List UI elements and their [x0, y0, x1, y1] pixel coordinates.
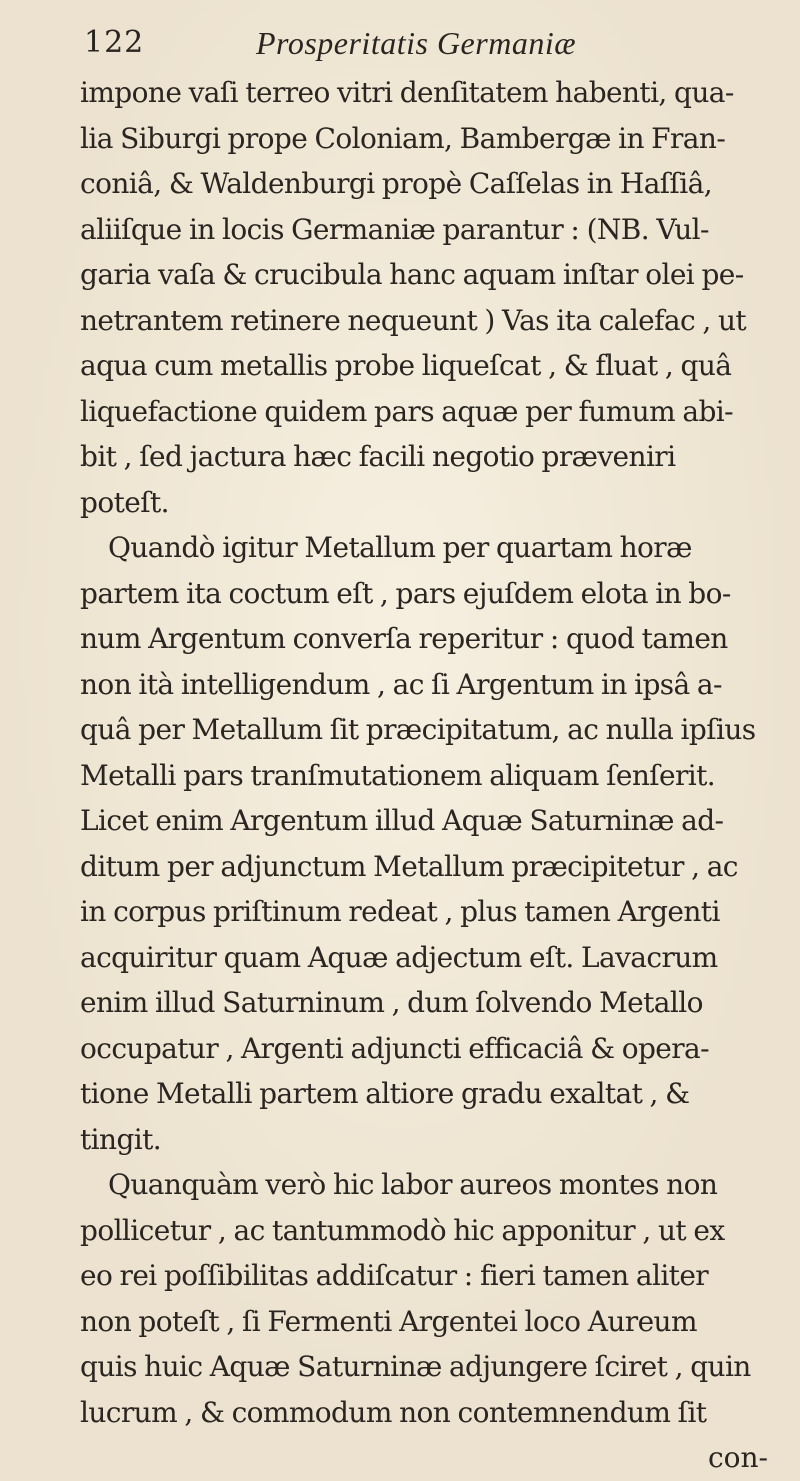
running-title: Prosperitatis Germaniæ: [256, 25, 577, 61]
page-header: [84, 18, 724, 68]
body-text: [80, 70, 770, 1481]
text-line: aliiſque in locis Germaniæ parantur : (NB. Vul-: [80, 212, 709, 246]
page-number: 122: [84, 25, 145, 60]
text-line: netrantem retinere nequeunt ) Vas ita calefac , ut: [80, 303, 747, 337]
text-line: Metalli pars tranſmutationem aliquam ſenſerit.: [80, 758, 716, 792]
text-line: quâ per Metallum ſit præcipitatum, ac nulla ipſius: [80, 713, 756, 746]
text-line: garia vaſa & crucibula hanc aquam inſtar olei pe-: [80, 258, 744, 291]
text-line: coniâ, & Waldenburgi propè Caſſelas in Haſſiâ,: [80, 167, 713, 200]
text-line: quis huic Aquæ Saturninæ adjungere ſciret , quin: [80, 1350, 751, 1383]
text-line: poteſt.: [80, 485, 169, 519]
text-line: impone vaſi terreo vitri denſitatem habenti, qua-: [80, 76, 734, 109]
text-line: eo rei poſſibilitas addiſcatur : fieri tamen aliter: [80, 1259, 709, 1292]
text-line: non ità intelligendum , ac ſi Argentum in ipsâ a-: [80, 667, 722, 701]
catchword: con-: [707, 1441, 768, 1474]
text-line: ditum per adjunctum Metallum præcipitetur , ac: [80, 849, 738, 883]
text-line: occupatur , Argenti adjuncti efficaciâ & opera-: [80, 1031, 710, 1065]
text-line: partem ita coctum eſt , pars ejuſdem elota in bo-: [80, 576, 731, 610]
text-line: pollicetur , ac tantummodò hic apponitur , ut ex: [80, 1213, 725, 1247]
paragraph-start-line: Quanquàm verò hic labor aureos montes non: [108, 1168, 718, 1201]
text-line: acquiritur quam Aquæ adjectum eſt. Lavacrum: [80, 940, 718, 974]
text-line: lia Siburgi prope Coloniam, Bambergæ in Fran-: [80, 121, 726, 155]
text-line: liquefactione quidem pars aquæ per fumum abi-: [80, 394, 733, 428]
text-line: tingit.: [80, 1122, 162, 1156]
text-line: non poteſt , ſi Fermenti Argentei loco Aureum: [80, 1304, 697, 1338]
text-line: lucrum , & commodum non contemnendum ſit: [80, 1395, 707, 1429]
text-line: bit , ſed jactura hæc facili negotio præveniri: [80, 440, 676, 473]
text-line: Licet enim Argentum illud Aquæ Saturninæ ad-: [80, 804, 724, 837]
paragraph-start-line: Quandò igitur Metallum per quartam horæ: [108, 531, 692, 564]
text-line: in corpus priſtinum redeat , plus tamen Argenti: [80, 895, 720, 928]
text-line: num Argentum converſa reperitur : quod tamen: [80, 622, 728, 655]
text-line: enim illud Saturninum , dum ſolvendo Metallo: [80, 986, 703, 1019]
text-line: aqua cum metallis probe liqueſcat , & fluat , quâ: [80, 349, 732, 382]
text-line: tione Metalli partem altiore gradu exaltat , &: [80, 1077, 690, 1110]
